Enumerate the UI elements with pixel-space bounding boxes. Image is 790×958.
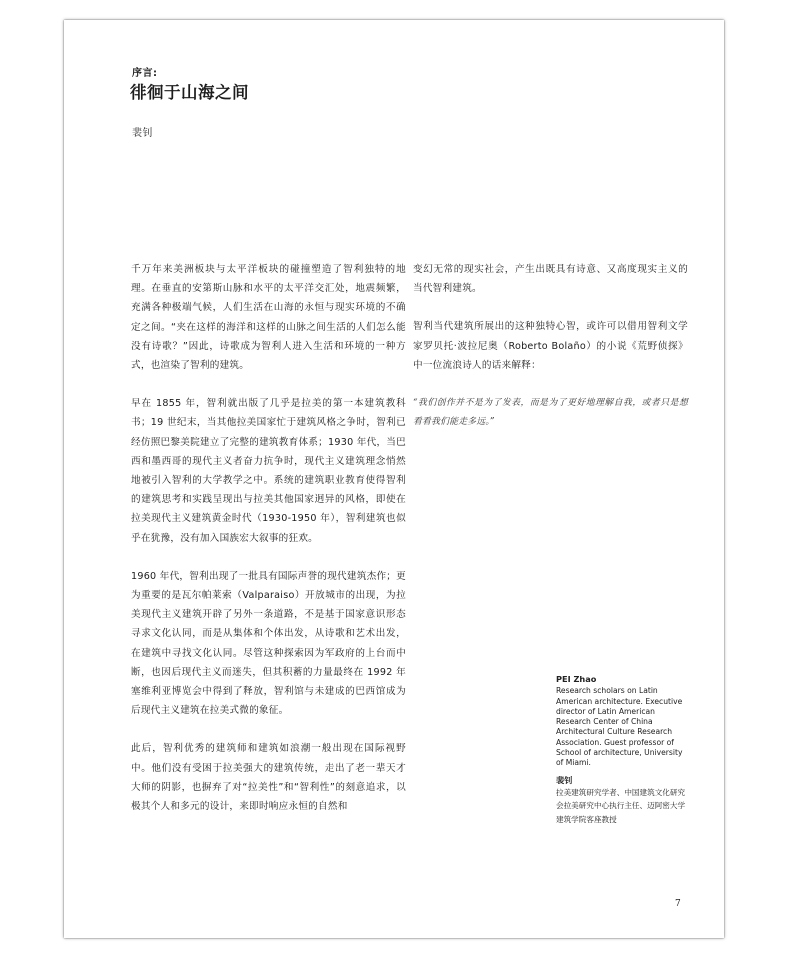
block-quote: “我们创作并不是为了发表，而是为了更好地理解自我，或者只是想看看我们能走多远。” [413,398,688,428]
body-paragraph: 1960 年代，智利出现了一批具有国际声誉的现代建筑杰作；更为重要的是瓦尔帕莱索（Valparaiso）开放城市的出现，为拉美现代主义建筑开辟了另外一条道路，不是基于国家意识形态寻求文化认同，而是从集体和个体出发，从诗歌和艺术出发，在建筑中寻找文化认同。尽管这种探索因为军政府的上台而中断，也因后现代主义而迷失，但其积蓄的力量最终在 1992 年塞维利亚博览会中得到了释放，智利馆与未建成的巴西馆成为后现代主义建筑在拉美式微的象征。 [131,570,406,717]
bio-name-en: PEI Zhao [556,674,597,684]
right-text-column [413,260,688,451]
author-bio [556,674,686,826]
page-title: 徘徊于山海之间 [130,83,249,102]
section-label: 序言: [132,68,158,79]
body-paragraph: 智利当代建筑所展出的这种独特心智，或许可以借用智利文学家罗贝托·波拉尼奥（Roberto Bolaño）的小说《荒野侦探》中一位流浪诗人的话来解释： [413,321,688,371]
document-page [64,20,724,938]
body-paragraph: 千万年来美洲板块与太平洋板块的碰撞塑造了智利独特的地理。在垂直的安第斯山脉和水平的太平洋交汇处，地震频繁，充满各种极端气候，人们生活在山海的永恒与现实环境的不确定之间。“夹在这样的海洋和这样的山脉之间生活的人们怎么能没有诗歌？”因此，诗歌成为智利人进入生活和环境的一种方式，也渲染了智利的建筑。 [131,264,406,372]
author-name: 裴钊 [132,128,153,139]
bio-text-cn: 拉美建筑研究学者、中国建筑文化研究会拉美研究中心执行主任、迈阿密大学建筑学院客座教授 [556,787,686,824]
bio-name-cn: 裴钊 [556,774,573,785]
left-text-column [131,260,406,835]
body-paragraph: 此后，智利优秀的建筑师和建筑如浪潮一般出现在国际视野中。他们没有受困于拉美强大的建筑传统，走出了老一辈天才大师的阴影，也摒弃了对“拉美性”和“智利性”的刻意追求，以极其个人和多元的设计，来即时响应永恒的自然和 [131,743,406,813]
body-paragraph: 早在 1855 年，智利就出版了几乎是拉美的第一本建筑教科书；19 世纪末，当其他拉美国家忙于建筑风格之争时，智利已经仿照巴黎美院建立了完整的建筑教育体系；1930 年代，当巴西和墨西哥的现代主义者奋力抗争时，现代主义建筑理念悄然地被引入智利的大学教学之中。系统的建筑职业教育使得智利的建筑思考和实践呈现出与拉美其他国家迥异的风格，即使在拉美现代主义建筑黄金时代（1930-1950 年），智利建筑也似乎在犹豫，没有加入国族宏大叙事的狂欢。 [131,398,406,544]
bio-text-en: Research scholars on Latin American architecture. Executive director of Latin American Research Center of China Architectural Culture Research Association. Guest professor of School of architecture, University of Miami. [556,686,683,768]
body-paragraph: 变幻无常的现实社会，产生出既具有诗意、又高度现实主义的当代智利建筑。 [413,264,688,295]
page-number: 7 [675,899,681,909]
